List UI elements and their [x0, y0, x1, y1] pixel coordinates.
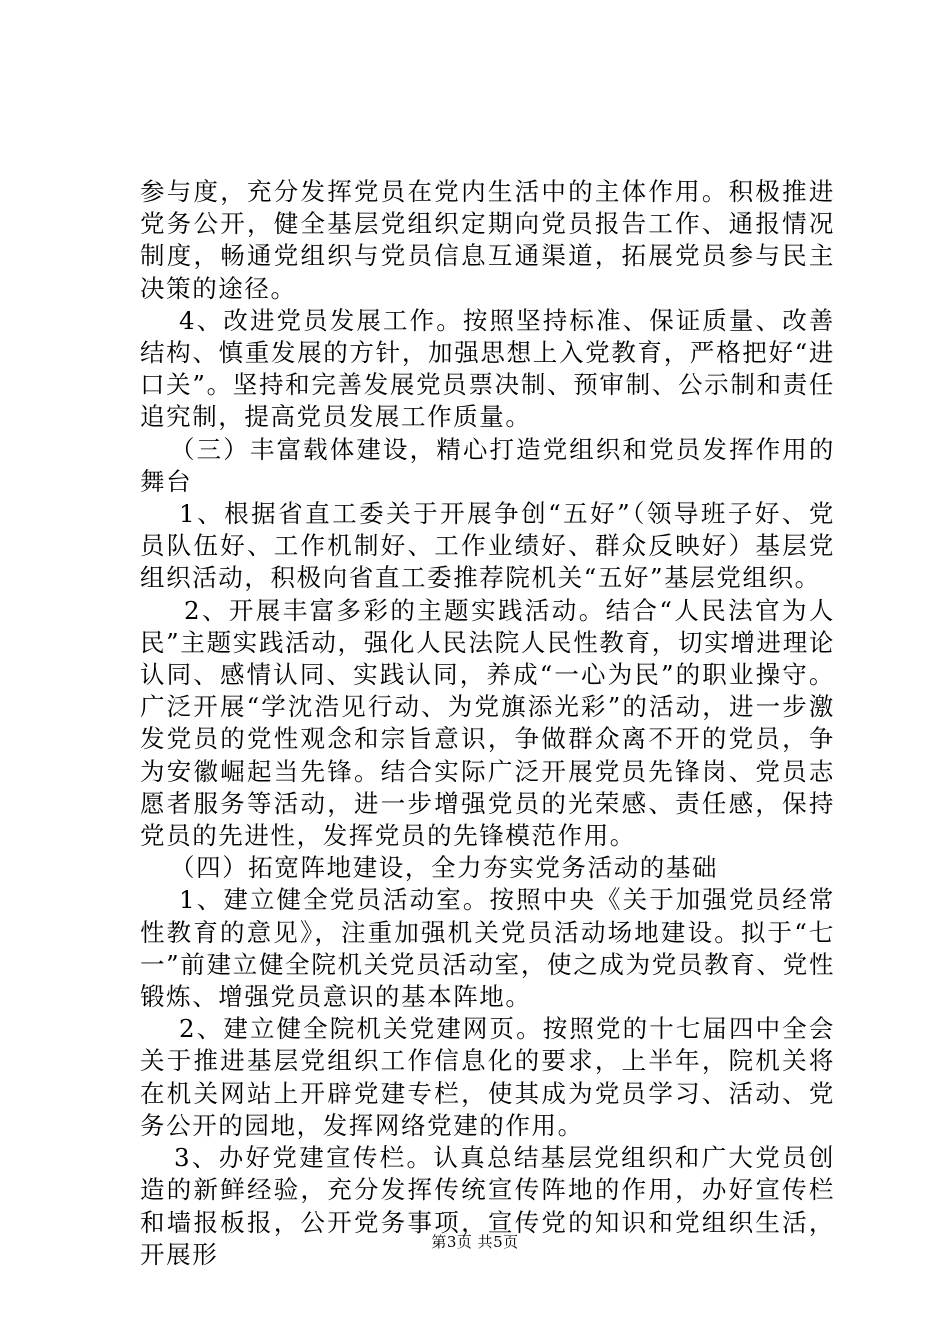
document-body — [140, 176, 835, 1271]
paragraph-continuation: 参与度，充分发挥党员在党内生活中的主体作用。积极推进党务公开，健全基层党组织定期向党员报告工作、通报情况制度，畅通党组织与党员信息互通渠道，拓展党员参与民主决策的途径。 — [140, 177, 835, 303]
paragraph-item-4: 4、改进党员发展工作。按照坚持标准、保证质量、改善结构、慎重发展的方针，加强思想上入党教育，严格把好“进口关”。坚持和完善发展党员票决制、预审制、公示制和责任追究制，提高党员发展工作质量。 — [140, 305, 835, 432]
paragraph-item-1: 1、根据省直工委关于开展争创“五好”（领导班子好、党员队伍好、工作机制好、工作业绩好、群众反映好）基层党组织活动，积极向省直工委推荐院机关“五好”基层党组织。 — [140, 499, 835, 593]
paragraph-item-1b: 1、建立健全党员活动室。按照中央《关于加强党员经常性教育的意见》，注重加强机关党员活动场地建设。拟于“七一”前建立健全院机关党员活动室，使之成为党员教育、党性锻炼、增强党员意识的基本阵地。 — [140, 885, 835, 1012]
page-number-footer: 第3页 共5页 — [431, 1233, 519, 1251]
section-heading-4: （四）拓宽阵地建设，全力夯实党务活动的基础 — [170, 853, 719, 883]
paragraph-item-2b: 2、建立健全院机关党建网页。按照党的十七届四中全会关于推进基层党组织工作信息化的要求，上半年，院机关将在机关网站上开辟党建专栏，使其成为党员学习、活动、党务公开的园地，发挥网络党建的作用。 — [140, 1014, 835, 1140]
paragraph-item-2: 2、开展丰富多彩的主题实践活动。结合“人民法官为人民”主题实践活动，强化人民法院人民性教育，切实增进理论认同、感情认同、实践认同，养成“一心为民”的职业操守。广泛开展“学沈浩见行动、为党旗添光彩”的活动，进一步激发党员的党性观念和宗旨意识，争做群众离不开的党员，争为安徽崛起当先锋。结合实际广泛开展党员先锋岗、党员志愿者服务等活动，进一步增强党员的光荣感、责任感，保持党员的先进性，发挥党员的先锋模范作用。 — [140, 595, 835, 851]
paragraph-item-3: 3、办好党建宣传栏。认真总结基层党组织和广大党员创造的新鲜经验，充分发挥传统宣传阵地的作用，办好宣传栏和墙报板报，公开党务事项，宣传党的知识和党组织生活，开展形 — [140, 1143, 835, 1269]
section-heading-3: （三）丰富载体建设，精心打造党组织和党员发挥作用的舞台 — [140, 434, 835, 496]
